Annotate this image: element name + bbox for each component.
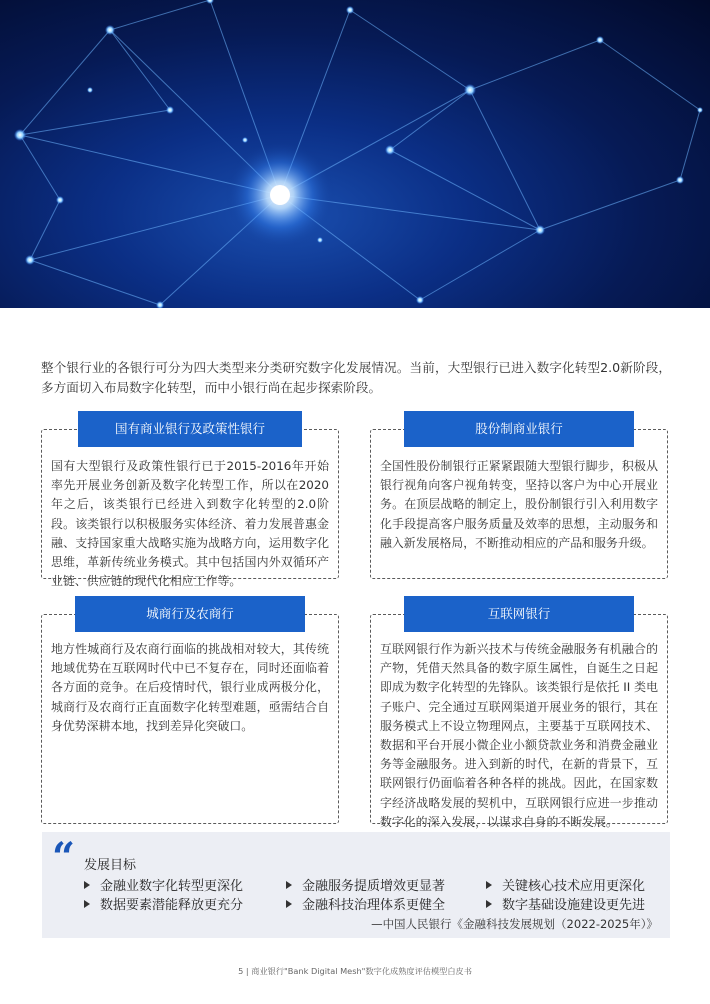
intro-paragraph: 整个银行业的各银行可分为四大类型来分类研究数字化发展情况。当前，大型银行已进入数字化转型2.0新阶段，多方面切入布局数字化转型，而中小银行尚在起步探索阶段。 [41,360,671,395]
card-text: 互联网银行作为新兴技术与传统金融服务有机融合的产物，凭借天然具备的数字原生属性，自诞生之日起即成为数字化转型的先锋队。该类银行是依托 II 类电子账户、完全通过互联网渠道开展业务的银行，其在服务模式上不设立物理网点，主要基于互联网技术、数据和平台开展小微企业小额贷款业务和消费金融业务等金融服务。进入到新的时代，在新的背景下，互联网银行仍面临着各种各样的挑战。因此，在国家数字经济战略发展的契机中，互联网银行应进一步推动数字化的深入发展，以谋求自身的不断发展。 [380,642,658,829]
card-state-owned-banks [41,411,339,589]
quote-icon: “ [52,834,76,881]
hero-image [0,0,710,308]
triangle-bullet-icon [486,881,492,889]
card-title: 互联网银行 [404,596,634,632]
page-footer: 5 | 商业银行"Bank Digital Mesh"数字化成熟度评估模型白皮书 [238,966,472,976]
triangle-bullet-icon [286,881,292,889]
goal-item: 金融科技治理体系更健全 [286,894,445,913]
goal-item: 金融业数字化转型更深化 [84,875,243,894]
card-text: 全国性股份制银行正紧紧跟随大型银行脚步，积极从银行视角向客户视角转变，坚持以客户为中心开展业务。在顶层战略的制定上，股份制银行引入利用数字化手段提高客户服务质量及效率的思想，主动服务和融入新发展格局，不断推动相应的产品和服务升级。 [380,459,658,550]
card-title: 股份制商业银行 [404,411,634,447]
card-joint-stock-banks [370,411,668,579]
triangle-bullet-icon [84,900,90,908]
goals-title: 发展目标 [84,858,137,873]
card-title: 城商行及农商行 [75,596,305,632]
card-text: 地方性城商行及农商行面临的挑战相对较大，其传统地域优势在互联网时代中已不复存在，同时还面临着各方面的竞争。在后疫情时代，银行业成两极分化，城商行及农商行正直面数字化转型难题，亟需结合自身优势深耕本地，找到差异化突破口。 [51,642,329,733]
triangle-bullet-icon [486,900,492,908]
card-city-rural-banks [41,596,339,824]
card-title: 国有商业银行及政策性银行 [78,411,302,447]
card-internet-banks [370,596,668,829]
goals-source: —中国人民银行《金融科技发展规划（2022-2025年）》 [371,917,658,931]
triangle-bullet-icon [286,900,292,908]
triangle-bullet-icon [84,881,90,889]
goal-item: 数据要素潜能释放更充分 [84,894,243,913]
goal-item: 关键核心技术应用更深化 [486,875,645,894]
development-goals-box [42,832,670,938]
card-text: 国有大型银行及政策性银行已于2015-2016年开始率先开展业务创新及数字化转型工作，所以在2020年之后，该类银行已经进入到数字化转型的2.0阶段。该类银行以积极服务实体经济、着力发展普惠金融、支持国家重大战略实施为战略方向，运用数字化思维，革新传统业务模式。其中包括国内外双循环产业链、供应链的现代化相应工作等。 [51,459,329,589]
network-illustration [0,0,710,308]
goal-item: 数字基础设施建设更先进 [486,894,645,913]
goal-item: 金融服务提质增效更显著 [286,875,445,894]
